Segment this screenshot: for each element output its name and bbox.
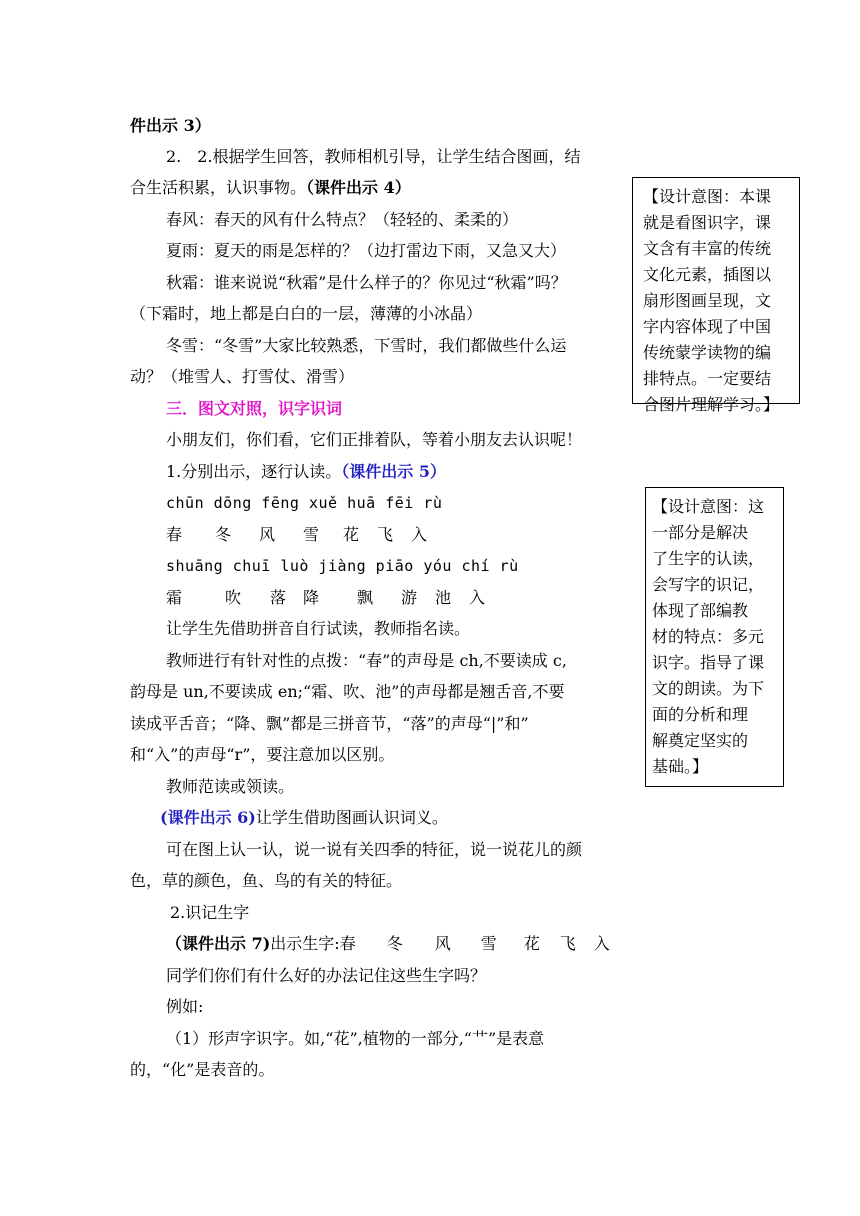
char: 霜	[166, 588, 183, 607]
note-line: 【设计意图：这	[652, 497, 765, 516]
text-line: 教师进行有针对性的点拨：“春”的声母是 ch,不要读成 c,	[166, 651, 567, 670]
note-line: 面的分析和理	[652, 705, 749, 724]
char: 吹	[225, 588, 242, 607]
text-span: （课件出示 4）	[306, 178, 411, 197]
text-span: 合生活积累，认识事物。	[130, 178, 307, 197]
char: 落	[270, 588, 287, 607]
char: 花	[343, 525, 360, 544]
text-line: 小朋友们，你们看，它们正排着队，等着小朋友去认识呢！	[166, 430, 583, 449]
note-line: 排特点。一定要结	[643, 369, 772, 388]
text-line: 春风：春天的风有什么特点？（轻轻的、柔柔的）	[166, 210, 519, 229]
text-span: （课件出示 7)	[166, 934, 271, 953]
char-row	[166, 525, 427, 545]
text-line	[160, 808, 448, 828]
note-line: 体现了部编教	[652, 601, 749, 620]
note-line: 了生字的认读，	[652, 549, 765, 568]
text-line: （下霜时，地上都是白白的一层，薄薄的小冰晶）	[130, 304, 483, 323]
char: 春	[166, 525, 183, 544]
text-span: 1.分别出示，逐行认读。	[166, 462, 342, 481]
char: 春	[339, 934, 356, 953]
text-span: 出示生字:	[270, 934, 340, 953]
note-line: 会写字的识记，	[652, 575, 765, 594]
note-line: 就是看图识字，课	[643, 213, 772, 232]
char: 冬	[386, 934, 403, 953]
text-line: 2. 2.根据学生回答，教师相机引导，让学生结合图画，结	[166, 147, 581, 166]
text-line: 冬雪：“冬雪”大家比较熟悉，下雪时，我们都做些什么运	[166, 336, 567, 355]
text-line: 例如:	[166, 997, 204, 1016]
char: 雪	[480, 934, 497, 953]
text-line	[166, 934, 610, 954]
text-span: （课件出示 5）	[341, 462, 446, 481]
char: 入	[411, 525, 428, 544]
char-row	[166, 588, 485, 608]
note-line: 文的朗读。为下	[652, 679, 765, 698]
char: 入	[469, 588, 486, 607]
text-line: 夏雨：夏天的雨是怎样的？（边打雷边下雨，又急又大）	[166, 241, 567, 260]
note-line: 材的特点：多元	[652, 627, 765, 646]
text-line: 秋霜：谁来说说“秋霜”是什么样子的？你见过“秋霜”吗？	[166, 273, 567, 292]
note-line: 扇形图画呈现，文	[643, 291, 772, 310]
note-line: 解奠定坚实的	[652, 731, 749, 750]
note-line: 文化元素，插图以	[643, 265, 772, 284]
design-intent-note	[632, 177, 800, 414]
text-line: 件出示 3）	[130, 116, 211, 135]
text-line: 同学们你们有什么好的办法记住这些生字吗？	[166, 966, 487, 985]
text-line: 可在图上认一认，说一说有关四季的特征，说一说花儿的颜	[166, 840, 583, 859]
char: 飞	[377, 525, 394, 544]
text-line: 和“入”的声母“r”，要注意加以区别。	[130, 745, 395, 764]
char: 飞	[559, 934, 576, 953]
section-heading: 三．图文对照，识字识词	[166, 399, 343, 418]
note-line: 文含有丰富的传统	[643, 239, 772, 258]
char: 风	[434, 934, 451, 953]
text-span: 让学生借助图画认识词义。	[255, 808, 448, 827]
char: 风	[259, 525, 276, 544]
pinyin-row: shuāng chuī luò jiàng piāo yóu chí rù	[166, 557, 519, 575]
note-line: 传统蒙学读物的编	[643, 343, 772, 362]
note-line: 识字。指导了课	[652, 653, 765, 672]
note-line: 【设计意图：本课	[643, 187, 772, 206]
char: 入	[593, 934, 610, 953]
text-span: (课件出示 6)	[160, 808, 256, 827]
pinyin-row: chūn dōng fēng xuě huā fēi rù	[166, 494, 443, 512]
design-intent-note	[645, 487, 784, 787]
char: 雪	[303, 525, 320, 544]
char: 花	[523, 934, 540, 953]
char: 飘	[357, 588, 374, 607]
text-line: 2.识记生字	[170, 903, 250, 922]
note-line: 合图片理解学习。】	[643, 395, 780, 414]
note-line: 一部分是解决	[652, 523, 749, 542]
char: 冬	[215, 525, 232, 544]
text-line: 让学生先借助拼音自行试读，教师指名读。	[166, 619, 471, 638]
note-line: 基础。】	[652, 757, 709, 776]
char: 降	[303, 588, 320, 607]
text-line: 动？（堆雪人、打雪仗、滑雪）	[130, 367, 355, 386]
text-line: （1）形声字识字。如,“花”,植物的一部分,“艹”是表意	[166, 1029, 545, 1048]
text-line: 教师范读或领读。	[166, 777, 295, 796]
text-line: 的，“化”是表音的。	[130, 1060, 275, 1079]
note-line: 字内容体现了中国	[643, 317, 772, 336]
text-line	[166, 462, 446, 482]
text-line: 读成平舌音；“降、飘”都是三拼音节，“落”的声母“|”和”	[130, 714, 529, 733]
text-line: 韵母是 un,不要读成 en;“霜、吹、池”的声母都是翘舌音,不要	[130, 682, 565, 701]
text-line	[130, 178, 411, 198]
char: 池	[435, 588, 452, 607]
char: 游	[401, 588, 418, 607]
text-line: 色，草的颜色，鱼、鸟的有关的特征。	[130, 871, 403, 890]
